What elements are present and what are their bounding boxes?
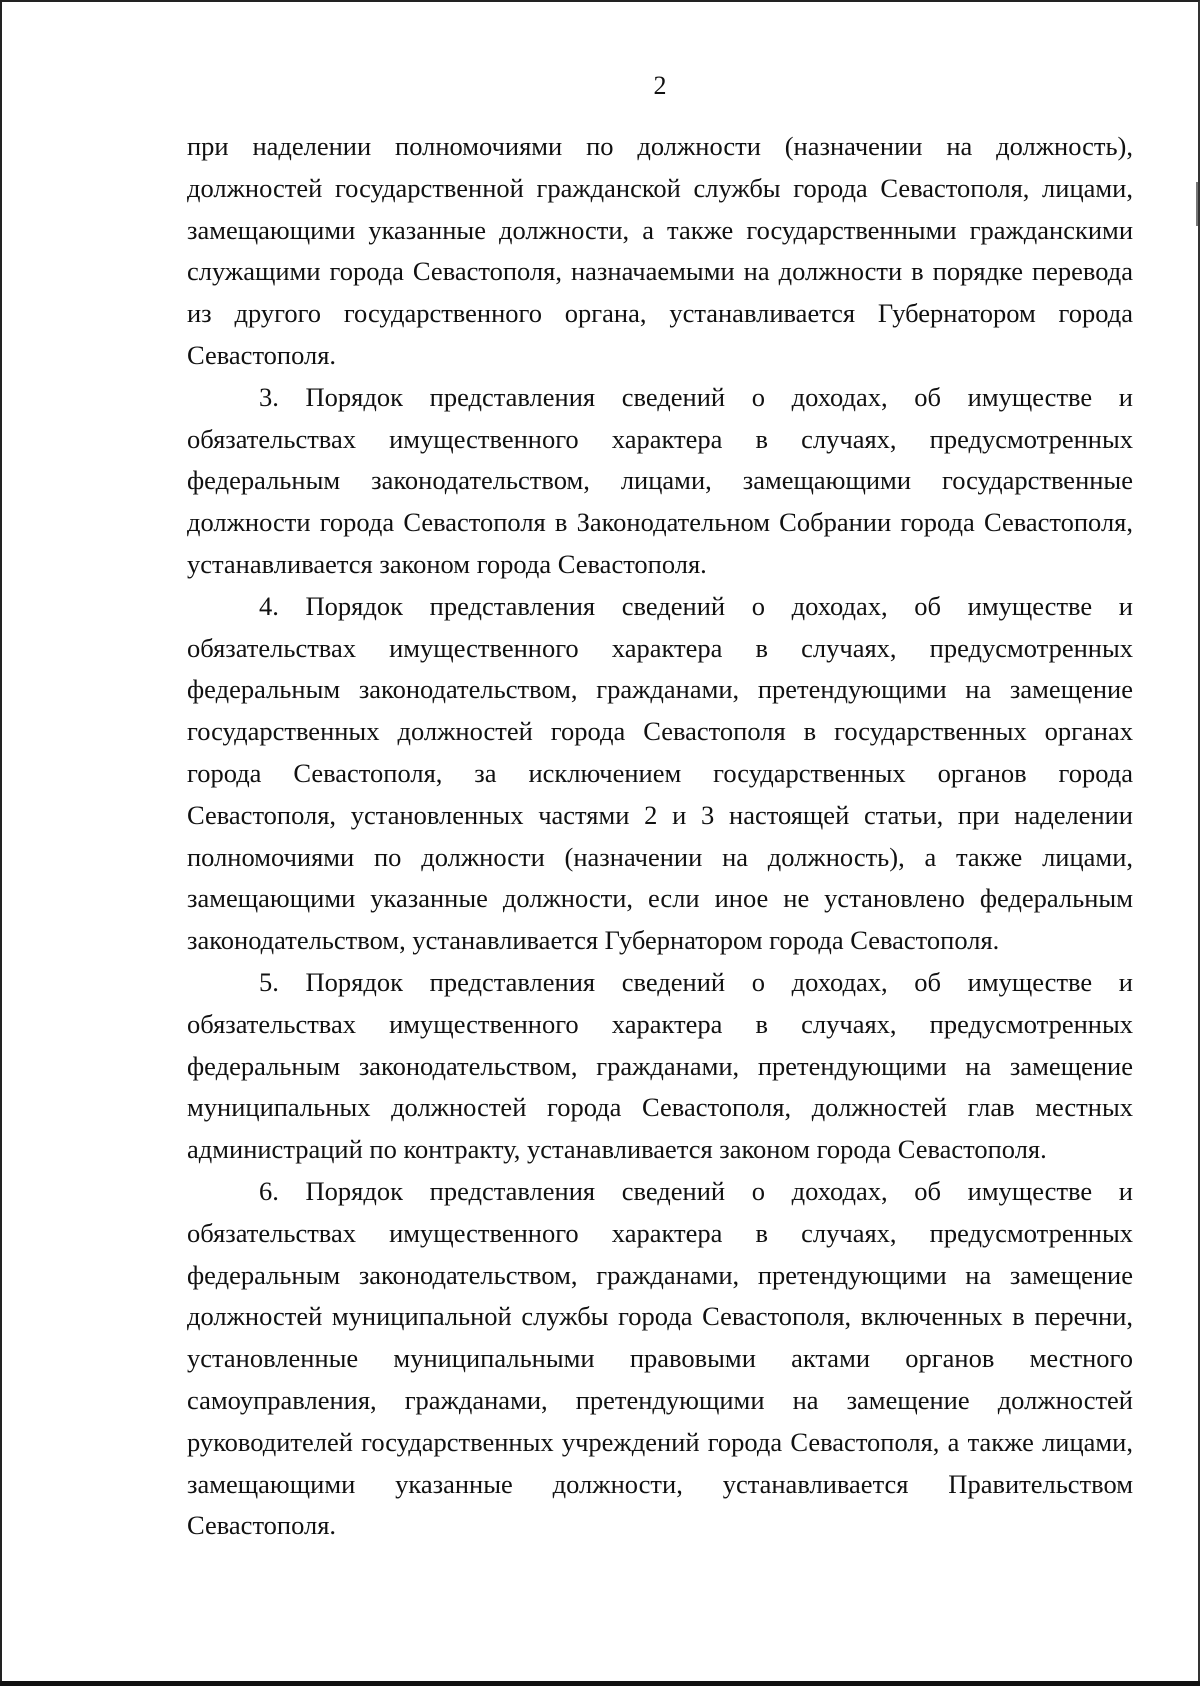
scan-bottom-edge [0, 1681, 1200, 1686]
paragraph-item-5: 5. Порядок представления сведений о доходах, об имуществе и обязательствах имущественного характера в случаях, предусмотренных федеральным законодательством, гражданами, претендующими на замещение муниципальных должностей города Севастополя, должностей глав местных администраций по контракту, устанавливается законом города Севастополя. [187, 966, 1133, 1165]
paragraph-item-4: 4. Порядок представления сведений о доходах, об имуществе и обязательствах имущественного характера в случаях, предусмотренных федеральным законодательством, гражданами, претендующими на замещение государственных должностей города Севастополя в государственных органах города Севастополя, за исключением государственных органов города Севастополя, установленных частями 2 и 3 настоящей статьи, при наделении полномочиями по должности (назначении на должность), а также лицами, замещающими указанные должности, если иное не установлено федеральным законодательством, устанавливается Губернатором города Севастополя. [187, 590, 1133, 956]
scan-edge-mark [1196, 182, 1198, 226]
paragraph-item-6: 6. Порядок представления сведений о доходах, об имуществе и обязательствах имущественного характера в случаях, предусмотренных федеральным законодательством, гражданами, претендующими на замещение должностей муниципальной службы города Севастополя, включенных в перечни, установленные муниципальными правовыми актами органов местного самоуправления, гражданами, претендующими на замещение должностей руководителей государственных учреждений города Севастополя, а также лицами, замещающими указанные должности, устанавливается Правительством Севастополя. [187, 1175, 1133, 1541]
paragraph-continuation: при наделении полномочиями по должности (назначении на должность), должностей государственной гражданской службы города Севастополя, лицами, замещающими указанные должности, а также государственными гражданскими служащими города Севастополя, назначаемыми на должности в порядке перевода из другого государственного органа, устанавливается Губернатором города Севастополя. [187, 131, 1133, 370]
paragraph-item-3: 3. Порядок представления сведений о доходах, об имуществе и обязательствах имущественного характера в случаях, предусмотренных федеральным законодательством, лицами, замещающими государственные должности города Севастополя в Законодательном Собрании города Севастополя, устанавливается законом города Севастополя. [187, 381, 1133, 579]
page-number: 2 [653, 71, 667, 100]
document-body [187, 126, 1133, 1547]
